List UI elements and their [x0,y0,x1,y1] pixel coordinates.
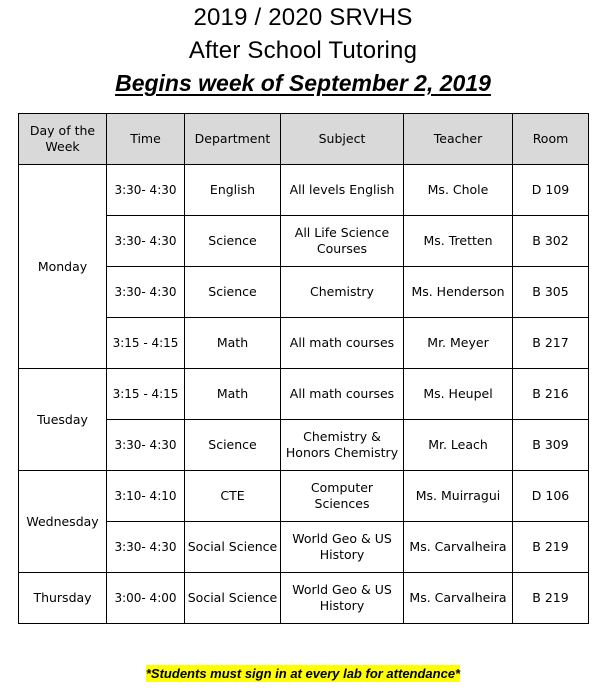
department-cell: Social Science [185,573,281,624]
teacher-cell: Ms. Chole [404,165,513,216]
department-cell: Science [185,420,281,471]
col-header-teacher: Teacher [404,114,513,165]
col-header-subject: Subject [281,114,404,165]
teacher-cell: Mr. Meyer [404,318,513,369]
room-cell: B 302 [513,216,589,267]
teacher-cell: Ms. Carvalheira [404,522,513,573]
col-header-day: Day of the Week [19,114,107,165]
subject-cell: Chemistry & Honors Chemistry [281,420,404,471]
room-cell: B 217 [513,318,589,369]
col-header-time: Time [107,114,185,165]
department-cell: Math [185,318,281,369]
department-cell: Science [185,216,281,267]
room-cell: B 305 [513,267,589,318]
room-cell: B 216 [513,369,589,420]
teacher-cell: Ms. Henderson [404,267,513,318]
subject-cell: World Geo & US History [281,522,404,573]
teacher-cell: Ms. Muirragui [404,471,513,522]
table-row [19,165,589,216]
department-cell: English [185,165,281,216]
title-block [0,0,606,99]
teacher-cell: Ms. Heupel [404,369,513,420]
day-cell-thursday: Thursday [19,573,107,624]
table-header-row [19,114,589,165]
room-cell: B 219 [513,573,589,624]
tutoring-schedule-table [18,113,589,624]
title-start-date: Begins week of September 2, 2019 [115,70,491,96]
teacher-cell: Ms. Carvalheira [404,573,513,624]
room-cell: D 106 [513,471,589,522]
time-cell: 3:15 - 4:15 [107,369,185,420]
department-cell: CTE [185,471,281,522]
subject-cell: Chemistry [281,267,404,318]
table-row [19,471,589,522]
teacher-cell: Mr. Leach [404,420,513,471]
table-row [19,573,589,624]
table-row [19,369,589,420]
time-cell: 3:30- 4:30 [107,165,185,216]
time-cell: 3:30- 4:30 [107,216,185,267]
title-year: 2019 / 2020 SRVHS [193,4,413,31]
attendance-notice-text: *Students must sign in at every lab for attendance* [145,666,461,681]
col-header-department: Department [185,114,281,165]
time-cell: 3:00- 4:00 [107,573,185,624]
title-program: After School Tutoring [188,37,418,64]
subject-cell: All levels English [281,165,404,216]
time-cell: 3:15 - 4:15 [107,318,185,369]
department-cell: Science [185,267,281,318]
subject-cell: All Life Science Courses [281,216,404,267]
subject-cell: Computer Sciences [281,471,404,522]
time-cell: 3:30- 4:30 [107,420,185,471]
day-cell-wednesday: Wednesday [19,471,107,573]
room-cell: D 109 [513,165,589,216]
time-cell: 3:30- 4:30 [107,267,185,318]
department-cell: Social Science [185,522,281,573]
time-cell: 3:30- 4:30 [107,522,185,573]
col-header-room: Room [513,114,589,165]
day-cell-tuesday: Tuesday [19,369,107,471]
department-cell: Math [185,369,281,420]
teacher-cell: Ms. Tretten [404,216,513,267]
subject-cell: World Geo & US History [281,573,404,624]
day-cell-monday: Monday [19,165,107,369]
subject-cell: All math courses [281,369,404,420]
subject-cell: All math courses [281,318,404,369]
attendance-notice [0,665,606,683]
room-cell: B 309 [513,420,589,471]
time-cell: 3:10- 4:10 [107,471,185,522]
room-cell: B 219 [513,522,589,573]
